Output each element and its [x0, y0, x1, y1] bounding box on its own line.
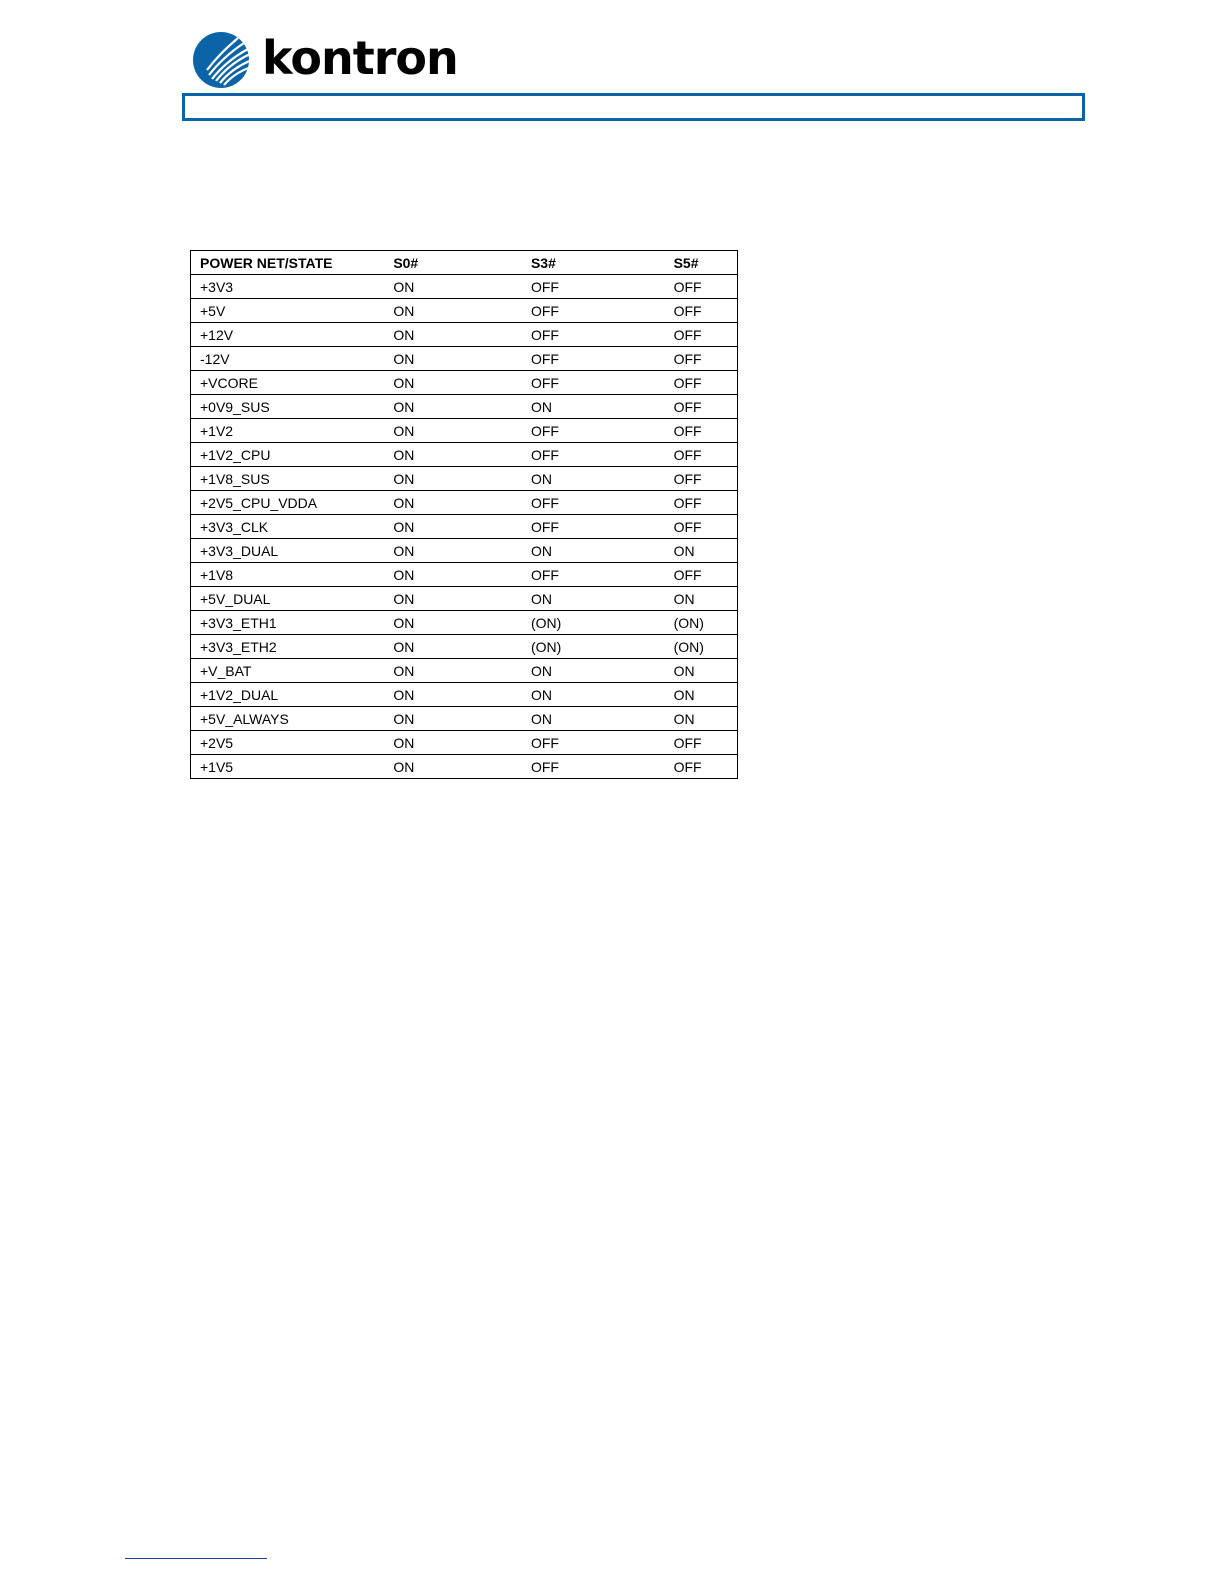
- s3-cell: (ON): [522, 611, 665, 635]
- s0-cell: ON: [384, 611, 522, 635]
- power-net-cell: +1V2_CPU: [191, 443, 385, 467]
- power-net-cell: +3V3_CLK: [191, 515, 385, 539]
- s0-cell: ON: [384, 347, 522, 371]
- table-row: [191, 491, 738, 515]
- s5-cell: OFF: [665, 755, 738, 779]
- power-net-cell: +1V8_SUS: [191, 467, 385, 491]
- table-row: [191, 419, 738, 443]
- s5-cell: ON: [665, 707, 738, 731]
- power-net-cell: +5V: [191, 299, 385, 323]
- power-state-table: [190, 250, 738, 779]
- header-s5: S5#: [665, 251, 738, 275]
- table-row: [191, 395, 738, 419]
- s3-cell: ON: [522, 467, 665, 491]
- power-net-cell: +5V_DUAL: [191, 587, 385, 611]
- s5-cell: ON: [665, 683, 738, 707]
- table-row: [191, 755, 738, 779]
- s3-cell: ON: [522, 539, 665, 563]
- s3-cell: OFF: [522, 515, 665, 539]
- s0-cell: ON: [384, 323, 522, 347]
- header-bar: [182, 93, 1085, 121]
- kontron-logo: [192, 30, 458, 90]
- table-row: [191, 467, 738, 491]
- s0-cell: ON: [384, 443, 522, 467]
- table-row: [191, 371, 738, 395]
- s0-cell: ON: [384, 539, 522, 563]
- s0-cell: ON: [384, 707, 522, 731]
- table-header-row: [191, 251, 738, 275]
- s3-cell: ON: [522, 395, 665, 419]
- header-s3: S3#: [522, 251, 665, 275]
- table-row: [191, 539, 738, 563]
- s5-cell: ON: [665, 659, 738, 683]
- footer-rule: [125, 1558, 267, 1559]
- table-row: [191, 707, 738, 731]
- s3-cell: ON: [522, 707, 665, 731]
- s0-cell: ON: [384, 299, 522, 323]
- s3-cell: OFF: [522, 491, 665, 515]
- header-power-net: POWER NET/STATE: [191, 251, 385, 275]
- s3-cell: ON: [522, 683, 665, 707]
- s3-cell: OFF: [522, 563, 665, 587]
- s5-cell: OFF: [665, 371, 738, 395]
- power-net-cell: +3V3_ETH1: [191, 611, 385, 635]
- table-row: [191, 611, 738, 635]
- s3-cell: ON: [522, 587, 665, 611]
- s3-cell: OFF: [522, 755, 665, 779]
- kontron-globe-icon: [192, 31, 250, 89]
- s3-cell: OFF: [522, 419, 665, 443]
- s0-cell: ON: [384, 419, 522, 443]
- s0-cell: ON: [384, 755, 522, 779]
- power-net-cell: +3V3: [191, 275, 385, 299]
- s5-cell: OFF: [665, 419, 738, 443]
- s3-cell: OFF: [522, 371, 665, 395]
- s3-cell: (ON): [522, 635, 665, 659]
- s5-cell: OFF: [665, 323, 738, 347]
- s3-cell: ON: [522, 659, 665, 683]
- table-row: [191, 299, 738, 323]
- s5-cell: ON: [665, 539, 738, 563]
- power-net-cell: +3V3_ETH2: [191, 635, 385, 659]
- power-net-cell: +1V8: [191, 563, 385, 587]
- s5-cell: OFF: [665, 443, 738, 467]
- table-row: [191, 683, 738, 707]
- table-row: [191, 323, 738, 347]
- table-row: [191, 515, 738, 539]
- s5-cell: ON: [665, 587, 738, 611]
- table-row: [191, 275, 738, 299]
- power-net-cell: +0V9_SUS: [191, 395, 385, 419]
- s0-cell: ON: [384, 563, 522, 587]
- power-net-cell: +5V_ALWAYS: [191, 707, 385, 731]
- s0-cell: ON: [384, 635, 522, 659]
- s0-cell: ON: [384, 491, 522, 515]
- s0-cell: ON: [384, 587, 522, 611]
- power-net-cell: +3V3_DUAL: [191, 539, 385, 563]
- s0-cell: ON: [384, 731, 522, 755]
- s3-cell: OFF: [522, 347, 665, 371]
- power-net-cell: +2V5: [191, 731, 385, 755]
- table-row: [191, 731, 738, 755]
- power-net-cell: +1V2_DUAL: [191, 683, 385, 707]
- table-row: [191, 347, 738, 371]
- table-row: [191, 635, 738, 659]
- table-row: [191, 443, 738, 467]
- s0-cell: ON: [384, 515, 522, 539]
- power-net-cell: +V_BAT: [191, 659, 385, 683]
- brand-wordmark: kontron: [262, 31, 458, 85]
- s0-cell: ON: [384, 371, 522, 395]
- s5-cell: OFF: [665, 467, 738, 491]
- s0-cell: ON: [384, 275, 522, 299]
- s3-cell: OFF: [522, 299, 665, 323]
- table-row: [191, 563, 738, 587]
- power-net-cell: -12V: [191, 347, 385, 371]
- s3-cell: OFF: [522, 323, 665, 347]
- table-row: [191, 587, 738, 611]
- table-body: [191, 275, 738, 779]
- s3-cell: OFF: [522, 275, 665, 299]
- power-net-cell: +2V5_CPU_VDDA: [191, 491, 385, 515]
- s5-cell: OFF: [665, 395, 738, 419]
- power-net-cell: +VCORE: [191, 371, 385, 395]
- s3-cell: OFF: [522, 443, 665, 467]
- s5-cell: OFF: [665, 347, 738, 371]
- s3-cell: OFF: [522, 731, 665, 755]
- s5-cell: OFF: [665, 731, 738, 755]
- power-net-cell: +1V5: [191, 755, 385, 779]
- s5-cell: (ON): [665, 635, 738, 659]
- power-net-cell: +12V: [191, 323, 385, 347]
- header-s0: S0#: [384, 251, 522, 275]
- s0-cell: ON: [384, 395, 522, 419]
- s5-cell: OFF: [665, 299, 738, 323]
- s5-cell: (ON): [665, 611, 738, 635]
- power-net-cell: +1V2: [191, 419, 385, 443]
- s0-cell: ON: [384, 467, 522, 491]
- s5-cell: OFF: [665, 563, 738, 587]
- s5-cell: OFF: [665, 515, 738, 539]
- s0-cell: ON: [384, 659, 522, 683]
- s0-cell: ON: [384, 683, 522, 707]
- table-row: [191, 659, 738, 683]
- s5-cell: OFF: [665, 275, 738, 299]
- s5-cell: OFF: [665, 491, 738, 515]
